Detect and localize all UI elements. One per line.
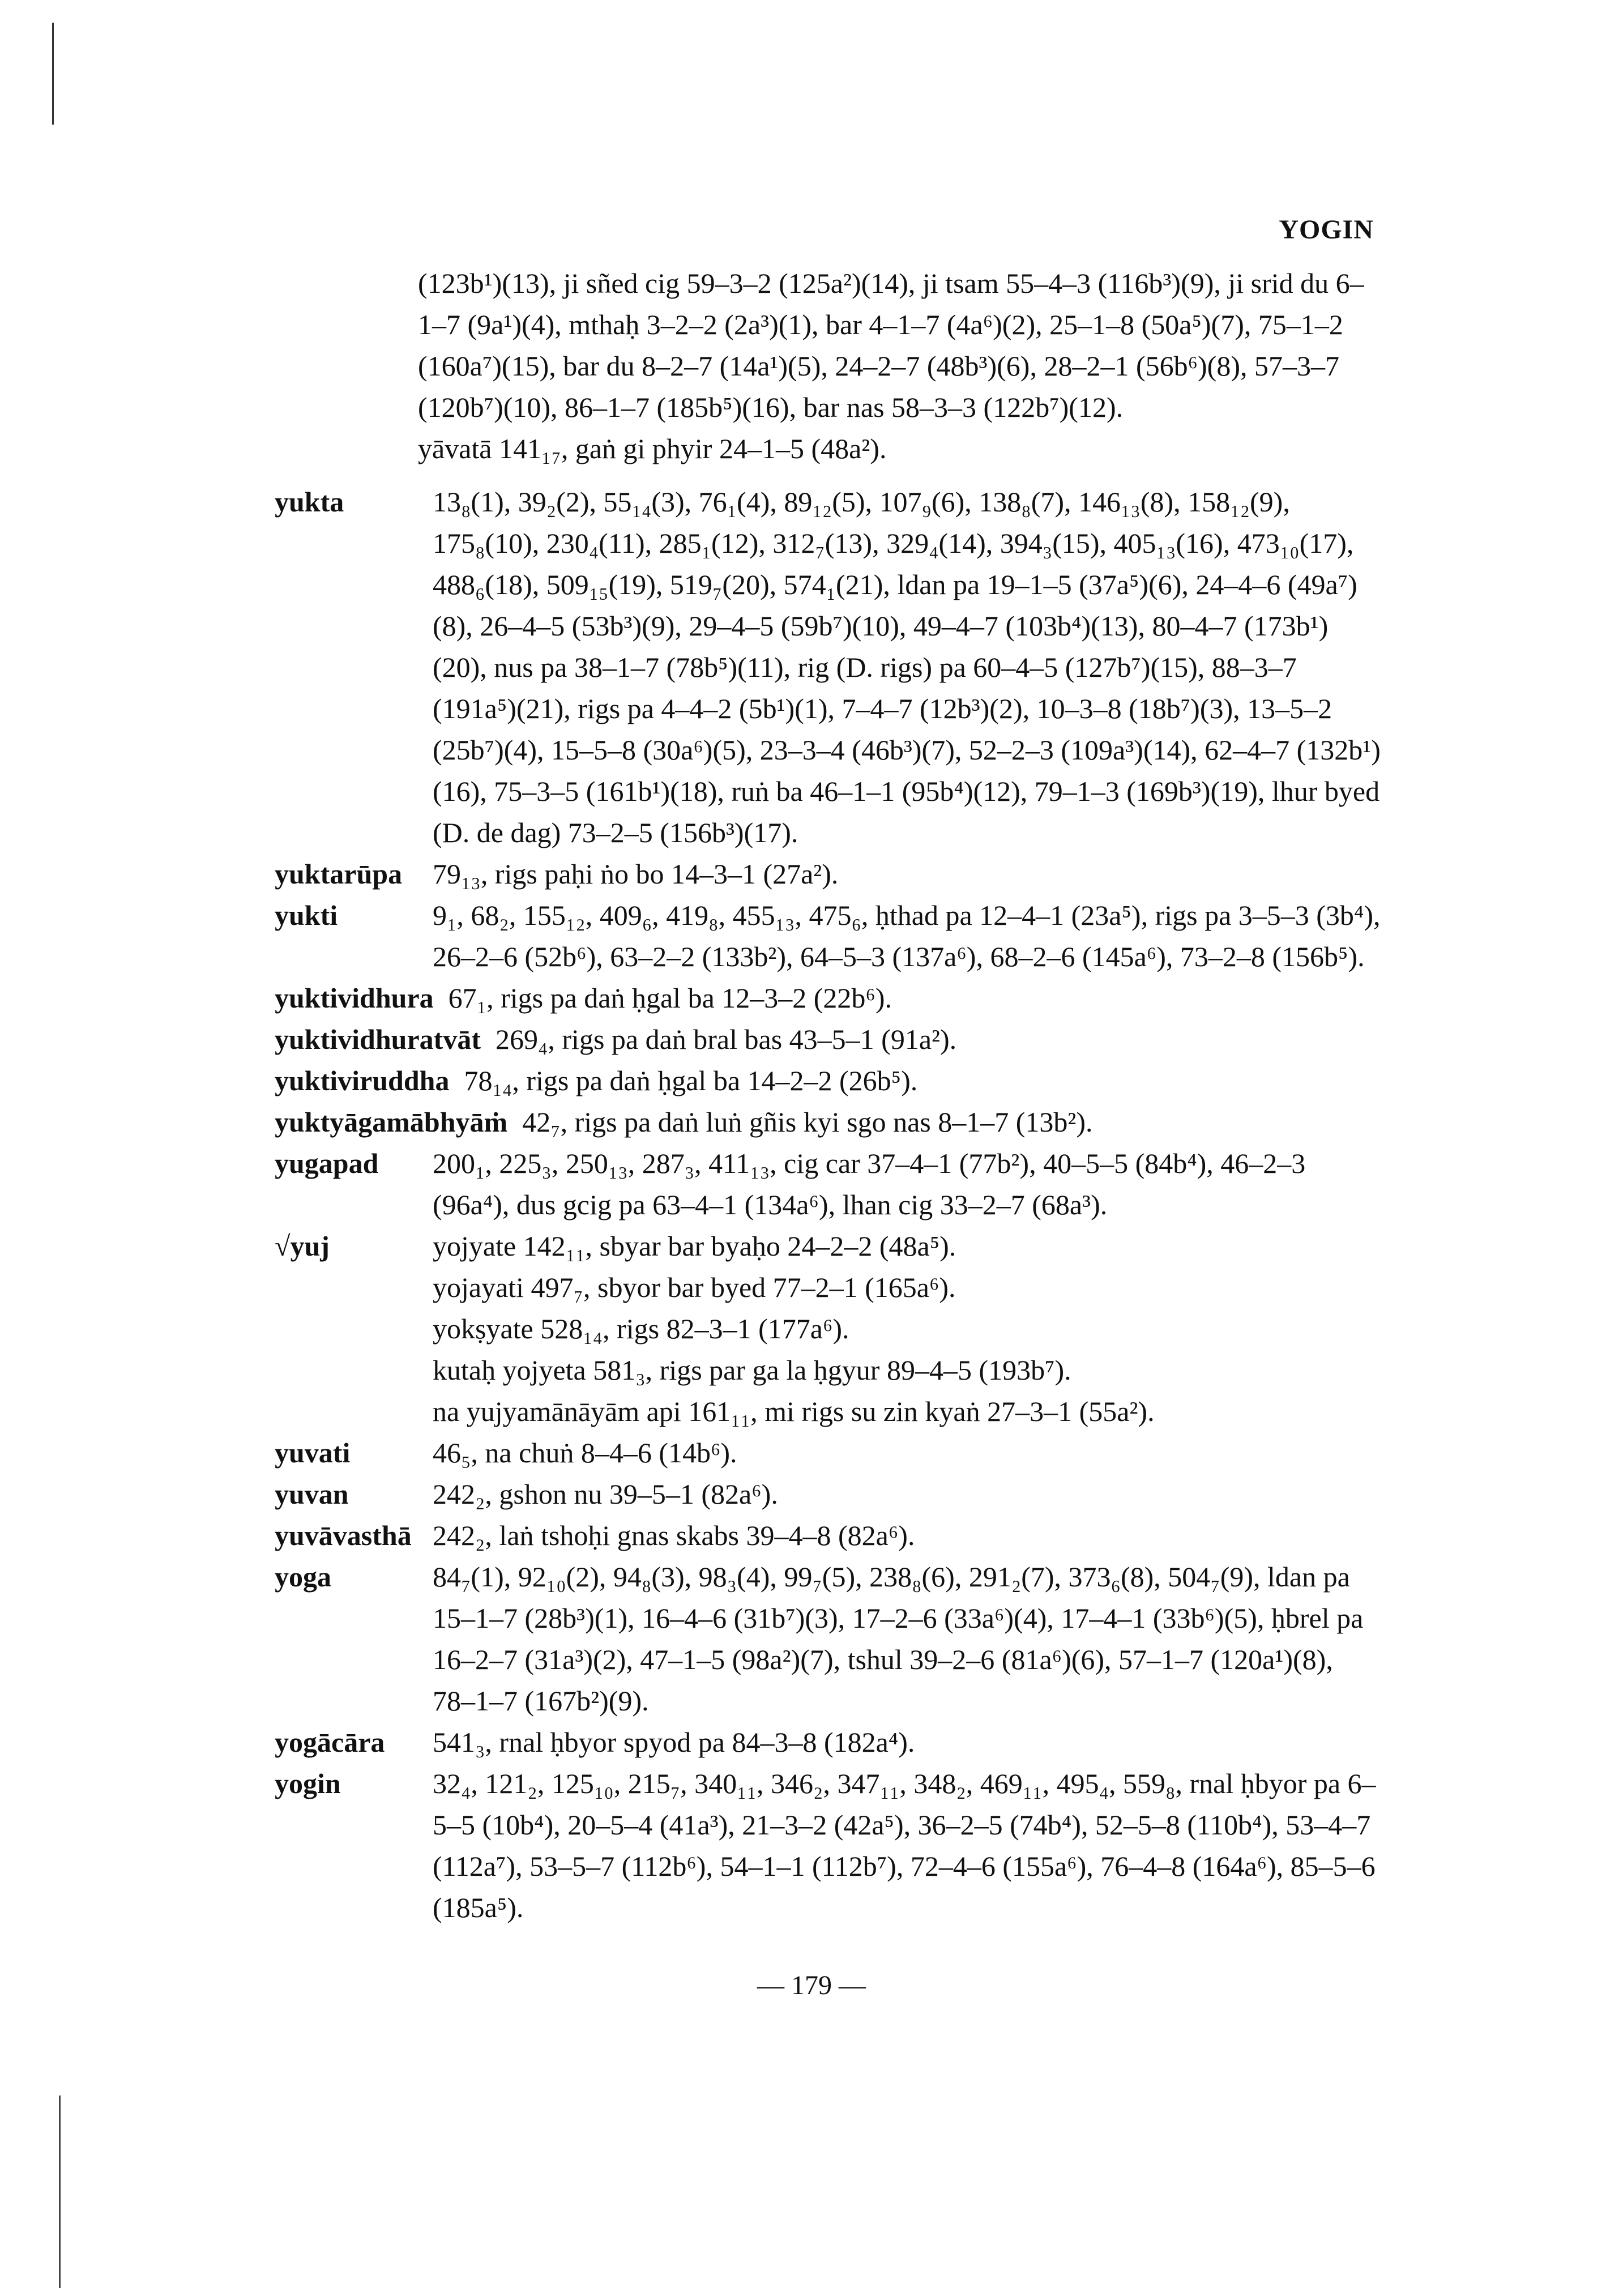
entry-headword: √yuj [275,1230,330,1262]
dictionary-entry [275,978,1382,1019]
entry-subline: yojayati 497₇, sbyor bar byed 77–2–1 (165a⁶). [433,1271,956,1303]
running-head: YOGIN [1279,215,1374,245]
continued-entry-text: (123b¹)(13), ji sñed cig 59–3–2 (125a²)(14), ji tsam 55–4–3 (116b³)(9), ji srid du 6–1–7 (9a¹)(4), mthaḥ 3–2–2 (2a³)(1), bar 4–1–7 (4a⁶)(2), 25–1–8 (50a⁵)(7), 75–1–2 (160a⁷)(15), bar du 8–2–7 (14a¹)(5), 24–2–7 (48b³)(6), 28–2–1 (56b⁶)(8), 57–3–7 (120b⁷)(10), 86–1–7 (185b⁵)(16), bar nas 58–3–3 (122b⁷)(12). [418,267,1364,423]
scan-edge-mark [52,23,54,125]
entry-text: 13₈(1), 39₂(2), 55₁₄(3), 76₁(4), 89₁₂(5), 107₉(6), 138₈(7), 146₁₃(8), 158₁₂(9), 175₈(10), 230₄(11), 285₁(12), 312₇(13), 329₄(14), 394₃(15), 405₁₃(16), 473₁₀(17), 488₆(18), 509₁₅(19), 519₇(20), 574₁(21), ldan pa 19–1–5 (37a⁵)(6), 24–4–6 (49a⁷)(8), 26–4–5 (53b³)(9), 29–4–5 (59b⁷)(10), 49–4–7 (103b⁴)(13), 80–4–7 (173b¹)(20), nus pa 38–1–7 (78b⁵)(11), rig (D. rigs) pa 60–4–5 (127b⁷)(15), 88–3–7 (191a⁵)(21), rigs pa 4–4–2 (5b¹)(1), 7–4–7 (12b³)(2), 10–3–8 (18b⁷)(3), 13–5–2 (25b⁷)(4), 15–5–8 (30a⁶)(5), 23–3–4 (46b³)(7), 52–2–3 (109a³)(14), 62–4–7 (132b¹)(16), 75–3–5 (161b¹)(18), ruṅ ba 46–1–1 (95b⁴)(12), 79–1–3 (169b³)(19), lhur byed (D. de dag) 73–2–5 (156b³)(17). [433,486,1381,848]
entry-headword: yuvati [275,1437,351,1469]
dictionary-entry [275,1226,1382,1432]
entry-text: 269₄, rigs pa daṅ bral bas 43–5–1 (91a²). [495,1023,957,1055]
dictionary-entry [275,1474,1382,1515]
entry-text: 9₁, 68₂, 155₁₂, 409₆, 419₈, 455₁₃, 475₆, ḥthad pa 12–4–1 (23a⁵), rigs pa 3–5–3 (3b⁴), 26–2–6 (52b⁶), 63–2–2 (133b²), 64–5–3 (137a⁶), 68–2–6 (145a⁶), 73–2–8 (156b⁵). [433,899,1381,972]
entry-text: 78₁₄, rigs pa daṅ ḥgal ba 14–2–2 (26b⁵). [464,1065,918,1096]
dictionary-entry [275,1722,1382,1763]
entry-subline: na yujyamānāyām api 161₁₁, mi rigs su zin kyaṅ 27–3–1 (55a²). [433,1395,1155,1427]
entry-headword: yogācāra [275,1726,385,1758]
entry-text: 42₇, rigs pa daṅ luṅ gñis kyi sgo nas 8–1–7 (13b²). [522,1106,1093,1138]
entry-headword: yuktyāgamābhyāṁ [275,1106,508,1138]
entry-text: 79₁₃, rigs paḥi ṅo bo 14–3–1 (27a²). [433,858,839,890]
dictionary-entry [275,853,1382,895]
continued-entry [418,263,1381,470]
entry-headword: yuktividhuratvāt [275,1023,481,1055]
entry-subline: yojyate 142₁₁, sbyar bar byaḥo 24–2–2 (48a⁵). [433,1230,956,1262]
entry-text: 242₂, laṅ tshoḥi gnas skabs 39–4–8 (82a⁶). [433,1520,915,1551]
entry-headword: yukta [275,486,344,518]
dictionary-entry [275,1515,1382,1556]
entry-text: 32₄, 121₂, 125₁₀, 215₇, 340₁₁, 346₂, 347₁₁, 348₂, 469₁₁, 495₄, 559₈, rnal ḥbyor pa 6–5–5 (10b⁴), 20–5–4 (41a³), 21–3–2 (42a⁵), 36–2–5 (74b⁴), 52–5–8 (110b⁴), 53–4–7 (112a⁷), 53–5–7 (112b⁶), 54–1–1 (112b⁷), 72–4–6 (155a⁶), 76–4–8 (164a⁶), 85–5–6 (185a⁵). [433,1768,1376,1923]
dictionary-entry [275,1102,1382,1143]
page-number: — 179 — [757,1970,866,2000]
entry-headword: yogin [275,1768,341,1799]
entry-text: 84₇(1), 92₁₀(2), 94₈(3), 98₃(4), 99₇(5), 238₈(6), 291₂(7), 373₆(8), 504₇(9), ldan pa 15–1–7 (28b³)(1), 16–4–6 (31b⁷)(3), 17–2–6 (33a⁶)(4), 17–4–1 (33b⁶)(5), ḥbrel pa 16–2–7 (31a³)(2), 47–1–5 (98a²)(7), tshul 39–2–6 (81a⁶)(6), 57–1–7 (120a¹)(8), 78–1–7 (167b²)(9). [433,1561,1364,1717]
entry-subline: kutaḥ yojyeta 581₃, rigs par ga la ḥgyur 89–4–5 (193b⁷). [433,1354,1071,1386]
entry-headword: yuvāvasthā [275,1520,412,1551]
dictionary-entry [275,1019,1382,1060]
entry-headword: yukti [275,899,338,931]
dictionary-entries [275,481,1382,1928]
entry-text: 541₃, rnal ḥbyor spyod pa 84–3–8 (182a⁴). [433,1726,915,1758]
dictionary-entry [275,1432,1382,1474]
entry-headword: yuktividhura [275,982,434,1014]
dictionary-entry [275,1143,1382,1226]
entry-text: 242₂, gshon nu 39–5–1 (82a⁶). [433,1478,778,1510]
entry-headword: yuktarūpa [275,858,403,890]
entry-headword: yuktiviruddha [275,1065,450,1096]
entry-headword: yoga [275,1561,331,1593]
continued-entry-text-2: yāvatā 141₁₇, gaṅ gi phyir 24–1–5 (48a²). [418,433,887,464]
dictionary-entry [275,1763,1382,1928]
entry-headword: yugapad [275,1147,379,1179]
dictionary-entry [275,1060,1382,1102]
entry-text: 67₁, rigs pa daṅ ḥgal ba 12–3–2 (22b⁶). [448,982,892,1014]
entry-headword: yuvan [275,1478,349,1510]
entry-text [433,1226,1382,1432]
scan-edge-mark [59,2096,61,2288]
dictionary-entry [275,1556,1382,1722]
dictionary-entry [275,481,1382,853]
entry-subline: yokṣyate 528₁₄, rigs 82–3–1 (177a⁶). [433,1313,849,1345]
dictionary-entry [275,895,1382,978]
entry-text: 200₁, 225₃, 250₁₃, 287₃, 411₁₃, cig car 37–4–1 (77b²), 40–5–5 (84b⁴), 46–2–3 (96a⁴), dus gcig pa 63–4–1 (134a⁶), lhan cig 33–2–7 (68a³). [433,1147,1306,1220]
entry-text: 46₅, na chuṅ 8–4–6 (14b⁶). [433,1437,737,1469]
